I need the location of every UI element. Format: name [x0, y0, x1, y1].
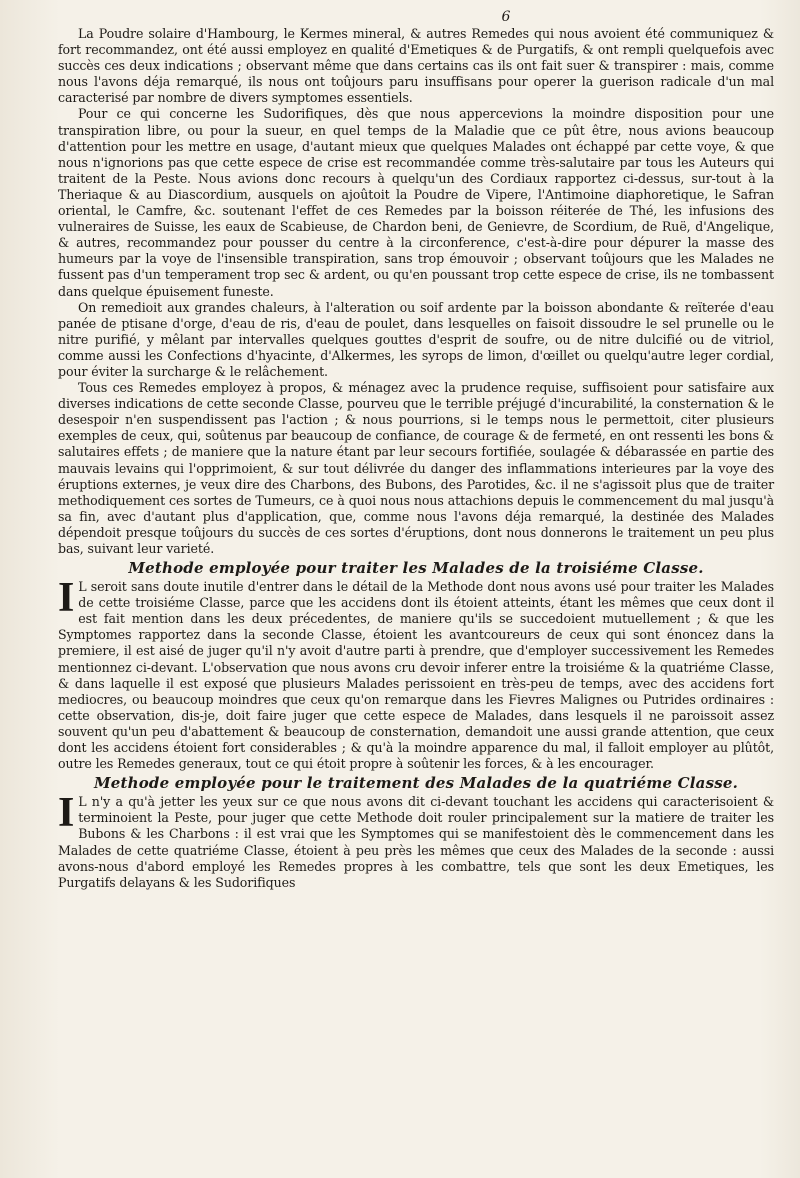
section-heading-third-class: Methode employée pour traiter les Malades de la troisiéme Classe. — [128, 559, 704, 578]
paragraph-fourth-class-text: L n'y a qu'à jetter les yeux sur ce que nous avons dit ci-devant touchant les accidens qui caracterisoient & terminoient la Peste, pour juger que cette Methode doit rouler principalement sur la matiere de traiter les Bubons & les Charbons : il est vrai que les Symptomes qui se manifestoient dès le commencement dans les Malades de cette quatriéme Classe, étoient à peu près les mêmes que ceux des Malades de la seconde : aussi avons-nous d'abord employé les Remedes propres à les combattre, tels que sont les deux Emetiques, les Purgatifs delayans & les Sudorifiques — [58, 794, 774, 890]
paragraph-third-class-text: L seroit sans doute inutile d'entrer dans le détail de la Methode dont nous avons usé pour traiter les Malades de cette troisiéme Classe, parce que les accidens dont ils étoient atteints, étant les mêmes que ceux dont il est fait mention dans les deux précedentes, de maniere qu'ils se succedoient mutuellement ; & que les Symptomes rapportez dans la seconde Classe, étoient les avantcoureurs de ceux qui sont énoncez dans la premiere, il est aisé de juger qu'il n'y avoit d'autre parti à prendre, que d'employer successivement les Remedes mentionnez ci-devant. L'observation que nous avons cru devoir inferer entre la troisiéme & la quatriéme Classe, & dans laquelle il est exposé que plusieurs Malades perissoient en très-peu de temps, avec des accidens fort mediocres, ou beaucoup moindres que ceux qu'on remarque dans les Fievres Malignes ou Putrides ordinaires : cette observation, dis-je, doit faire juger que cette espece de Malades, dans lesquels il ne paroissoit assez souvent qu'un peu d'abattement & beaucoup de consternation, demandoit une aussi grande attention, que ceux dont les accidens étoient fort considerables ; & qu'à la moindre apparence du mal, il falloit employer au plûtôt, outre les Remedes generaux, tout ce qui étoit propre à soûtenir les forces, & à les encourager. — [58, 579, 774, 772]
paragraph-third-class — [58, 575, 774, 772]
page-number: 6 — [501, 9, 511, 25]
paragraph-3: On remedioit aux grandes chaleurs, à l'alteration ou soif ardente par la boisson abondante & reïterée d'eau panée de ptisane d'orge, d'eau de ris, d'eau de poulet, dans lesquelles on faisoit dissoudre le sel prunelle ou le nitre purifié, y mêlant par intervalles quelques gouttes d'esprit de soufre, ou de nitre dulcifié ou de vitriol, comme aussi les Confections d'hyacinte, d'Alkermes, les syrops de limon, d'œillet ou quelqu'autre leger cordial, pour éviter la surcharge & le relâchement. — [58, 299, 774, 379]
paragraph-fourth-class — [58, 790, 774, 891]
paragraph-1: La Poudre solaire d'Hambourg, le Kermes mineral, & autres Remedes qui nous avoient été communiquez & fort recommandez, ont été aussi employez en qualité d'Emetiques & de Purgatifs, & ont rempli quelquefois avec succès ces deux indications ; observant même que dans certains cas ils ont fait suer & transpirer : mais, comme nous l'avons déja remarqué, ils nous ont toûjours paru insuffisans pour operer la guerison radicale d'un mal caracterisé par nombre de divers symptomes essentiels. — [58, 26, 774, 106]
drop-cap-letter: I — [58, 790, 75, 837]
paragraph-2: Pour ce qui concerne les Sudorifiques, dès que nous appercevions la moindre disposition pour une transpiration libre, ou pour la sueur, en quel temps de la Maladie que ce pût être, nous avions beaucoup d'attention pour les mettre en usage, d'autant mieux que quelques Malades ont échappé par cette voye, & que nous n'ignorions pas que cette espece de crise est recommandée comme très-salutaire par tous les Auteurs qui traitent de la Peste. Nous avions donc recours à quelqu'un des Cordiaux rapportez ci-dessus, sur-tout à la Theriaque & au Diascordium, ausquels on ajoûtoit la Poudre de Vipere, l'Antimoine diaphoretique, le Safran oriental, le Camfre, &c. soutenant l'effet de ces Remedes par la boisson réiterée de Thé, les infusions des vulneraires de Suisse, les eaux de Scabieuse, de Chardon beni, de Genievre, de Scordium, de Ruë, d'Angelique, & autres, recommandez pour pousser du centre à la circonference, c'est-à-dire pour dépurer la masse des humeurs par la voye de l'insensible transpiration, sans trop émouvoir ; observant toûjours que les Malades ne fussent pas d'un temperament trop sec & ardent, ou qu'en poussant trop cette espece de crise, ils ne tombassent dans quelque épuisement funeste. — [58, 106, 774, 299]
section-heading-fourth-class: Methode employée pour le traitement des Malades de la quatriéme Classe. — [93, 774, 739, 793]
paragraph-4: Tous ces Remedes employez à propos, & ménagez avec la prudence requise, suffisoient pour satisfaire aux diverses indications de cette seconde Classe, pourveu que le terrible préjugé d'incurabilité, la consternation & le desespoir n'en suspendissent pas l'action ; & nous pourrions, si le temps nous le permettoit, citer plusieurs exemples de ceux, qui, soûtenus par beaucoup de confiance, de courage & de fermeté, en ont ressenti les bons & salutaires effets ; de maniere que la nature étant par leur secours fortifiée, soulagée & débarassée en partie des mauvais levains qui l'opprimoient, & sur tout délivrée du danger des inflammations interieures par la voye des éruptions externes, je veux dire des Charbons, des Bubons, des Parotides, &c. il ne s'agissoit plus que de traiter methodiquement ces sortes de Tumeurs, ce à quoi nous nous attachions depuis le commencement du mal jusqu'à sa fin, avec d'autant plus d'application, que, comme nous l'avons déja remarqué, la destinée des Malades dépendoit presque toûjours du succès de ces sortes d'éruptions, dont nous donnerons le traitement un peu plus bas, suivant leur varieté. — [58, 380, 774, 556]
drop-cap-letter: I — [58, 575, 75, 622]
